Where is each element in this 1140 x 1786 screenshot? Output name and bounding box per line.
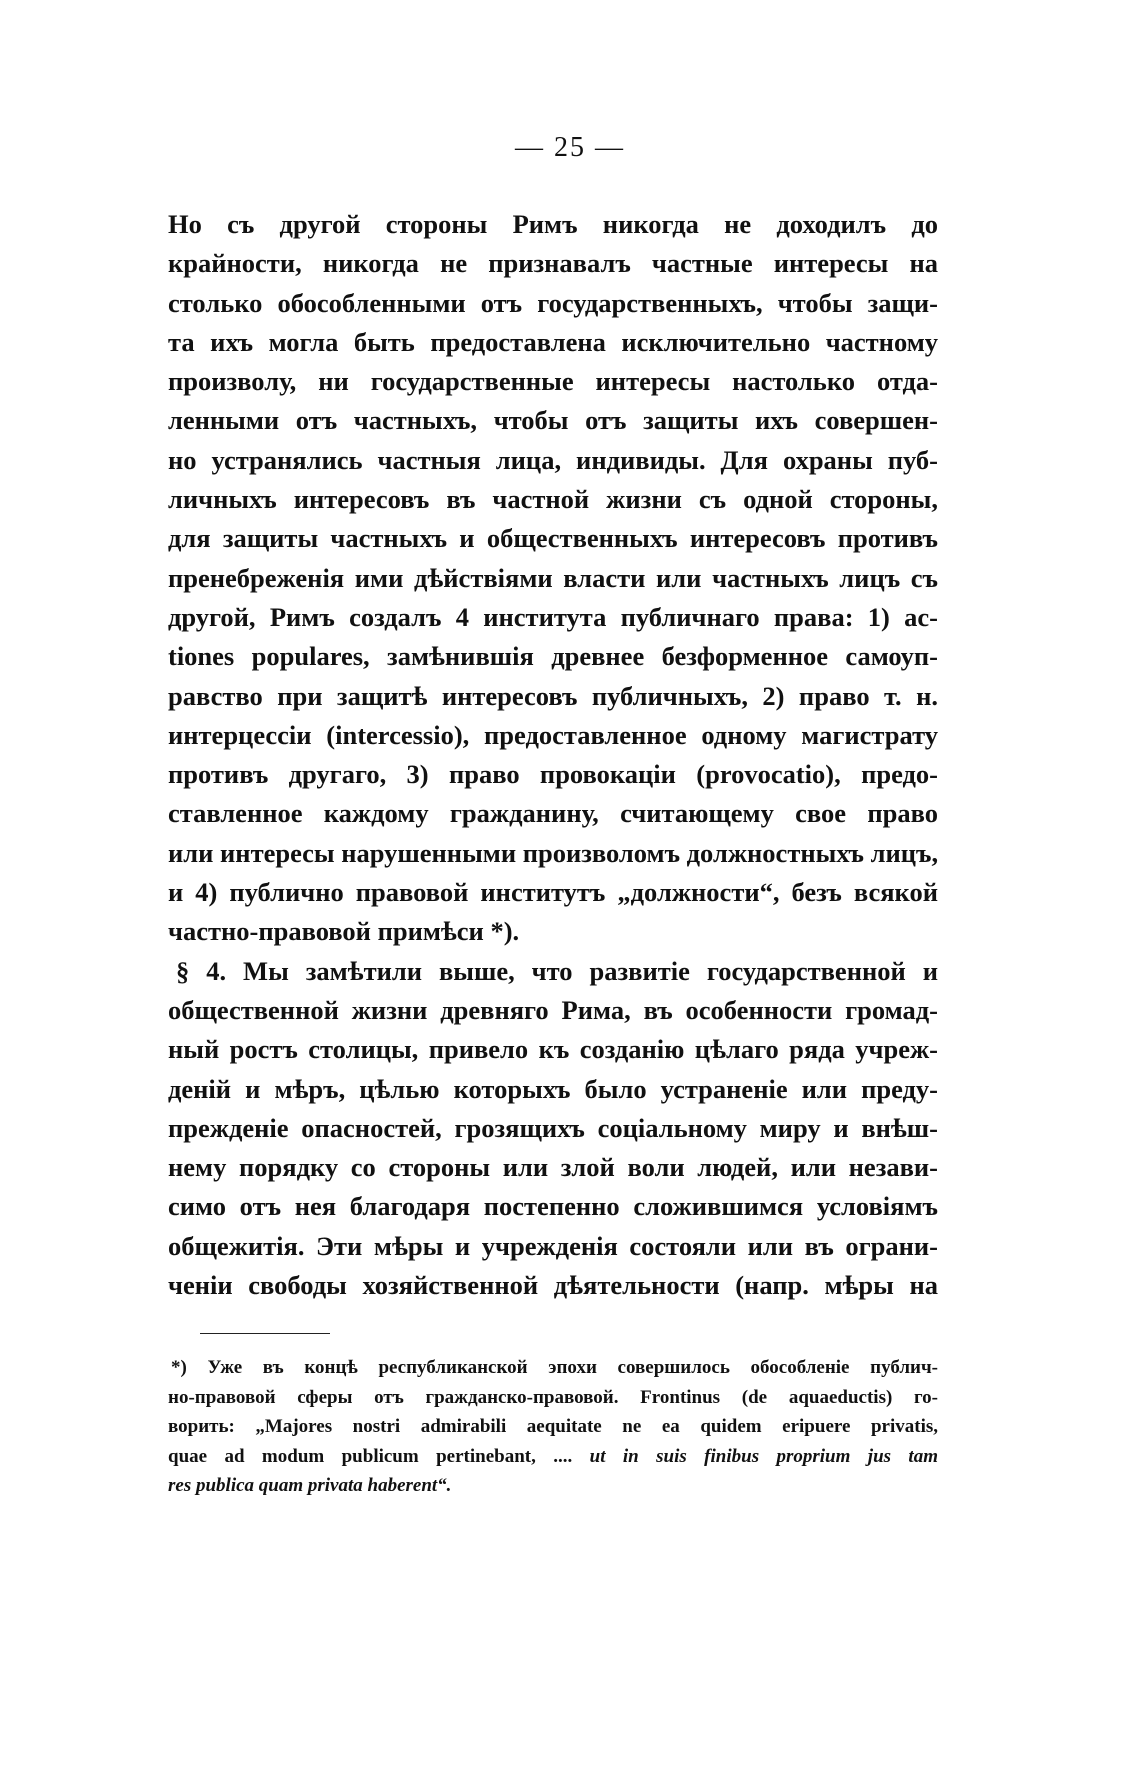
text-line: Но съ другой стороны Римъ никогда не доходилъ до <box>168 209 938 239</box>
footnote-italic-text: ut in suis finibus proprium jus tam <box>589 1445 938 1467</box>
text-line: прежденіе опасностей, грозящихъ соціальному миру и внѣш- <box>168 1112 938 1143</box>
footnote <box>168 1353 938 1501</box>
text-line: та ихъ могла быть предоставлена исключительно частному <box>168 326 938 357</box>
text-line: ный ростъ столицы, привело къ созданію цѣлаго ряда учреж- <box>168 1034 938 1065</box>
text-line: произволу, ни государственные интересы настолько отда- <box>168 366 938 397</box>
text-line: деній и мѣръ, цѣлью которыхъ было устраненіе или преду- <box>168 1073 938 1104</box>
text-line: равство при защитѣ интересовъ публичныхъ, 2) право т. н. <box>168 680 938 711</box>
text-line: столько обособленными отъ государственныхъ, чтобы защи- <box>168 287 938 318</box>
text-line: общественной жизни древняго Рима, въ особенности громад- <box>168 994 938 1025</box>
footnote-roman-text: quae ad modum publicum pertinebant, .... <box>168 1445 590 1467</box>
text-line: или интересы нарушенными произволомъ должностныхъ лицъ, <box>168 837 939 868</box>
text-line: пренебреженія ими дѣйствіями власти или частныхъ лицъ съ <box>168 562 938 593</box>
text-line: нему порядку со стороны или злой воли людей, или незави- <box>168 1152 938 1183</box>
text-line: симо отъ нея благодаря постепенно сложившимся условіямъ <box>168 1191 938 1222</box>
footnote-divider <box>200 1333 330 1334</box>
body-text <box>168 205 938 1305</box>
text-line: ченіи свободы хозяйственной дѣятельности (напр. мѣры на <box>168 1270 938 1301</box>
footnote-line <box>168 1442 938 1472</box>
text-line: ставленное каждому гражданину, считающему свое право <box>168 798 938 829</box>
text-line: но устранялись частныя лица, индивиды. Для охраны пуб- <box>168 444 938 475</box>
text-line: общежитія. Эти мѣры и учрежденія состояли или въ ограни- <box>168 1230 938 1261</box>
page-number: — 25 — <box>515 132 625 163</box>
text-line: для защиты частныхъ и общественныхъ интересовъ противъ <box>168 523 938 554</box>
text-line: крайности, никогда не признавалъ частные интересы на <box>168 248 938 279</box>
text-line: и 4) публично правовой институтъ „должности“, безъ всякой <box>168 877 938 908</box>
text-line: интерцессіи (intercessio), предоставленное одному магистрату <box>168 719 938 750</box>
footnote-line: *) Уже въ концѣ республиканской эпохи совершилось обособленіе публич- <box>171 1357 938 1378</box>
text-line: tiones populares, замѣнившія древнее безформенное самоуп- <box>168 641 938 672</box>
text-line: ленными отъ частныхъ, чтобы отъ защиты ихъ совершен- <box>168 405 938 436</box>
footnote-line: ворить: „Majores nostri admirabili aequitate ne ea quidem eripuere privatis, <box>168 1416 938 1437</box>
text-line: личныхъ интересовъ въ частной жизни съ одной стороны, <box>168 484 938 515</box>
text-line: другой, Римъ создалъ 4 института публичнаго права: 1) ac- <box>168 601 938 632</box>
section-heading-line: § 4. Мы замѣтили выше, что развитіе государственной и <box>176 955 938 986</box>
footnote-line: res publica quam privata haberent“. <box>168 1475 452 1496</box>
text-line: противъ другаго, 3) право провокаціи (provocatio), предо- <box>168 759 938 790</box>
footnote-line: но-правовой сферы отъ гражданско-правовой. Frontinus (de aquaeductis) го- <box>168 1386 938 1408</box>
text-line: частно-правовой примѣси *). <box>168 916 520 947</box>
